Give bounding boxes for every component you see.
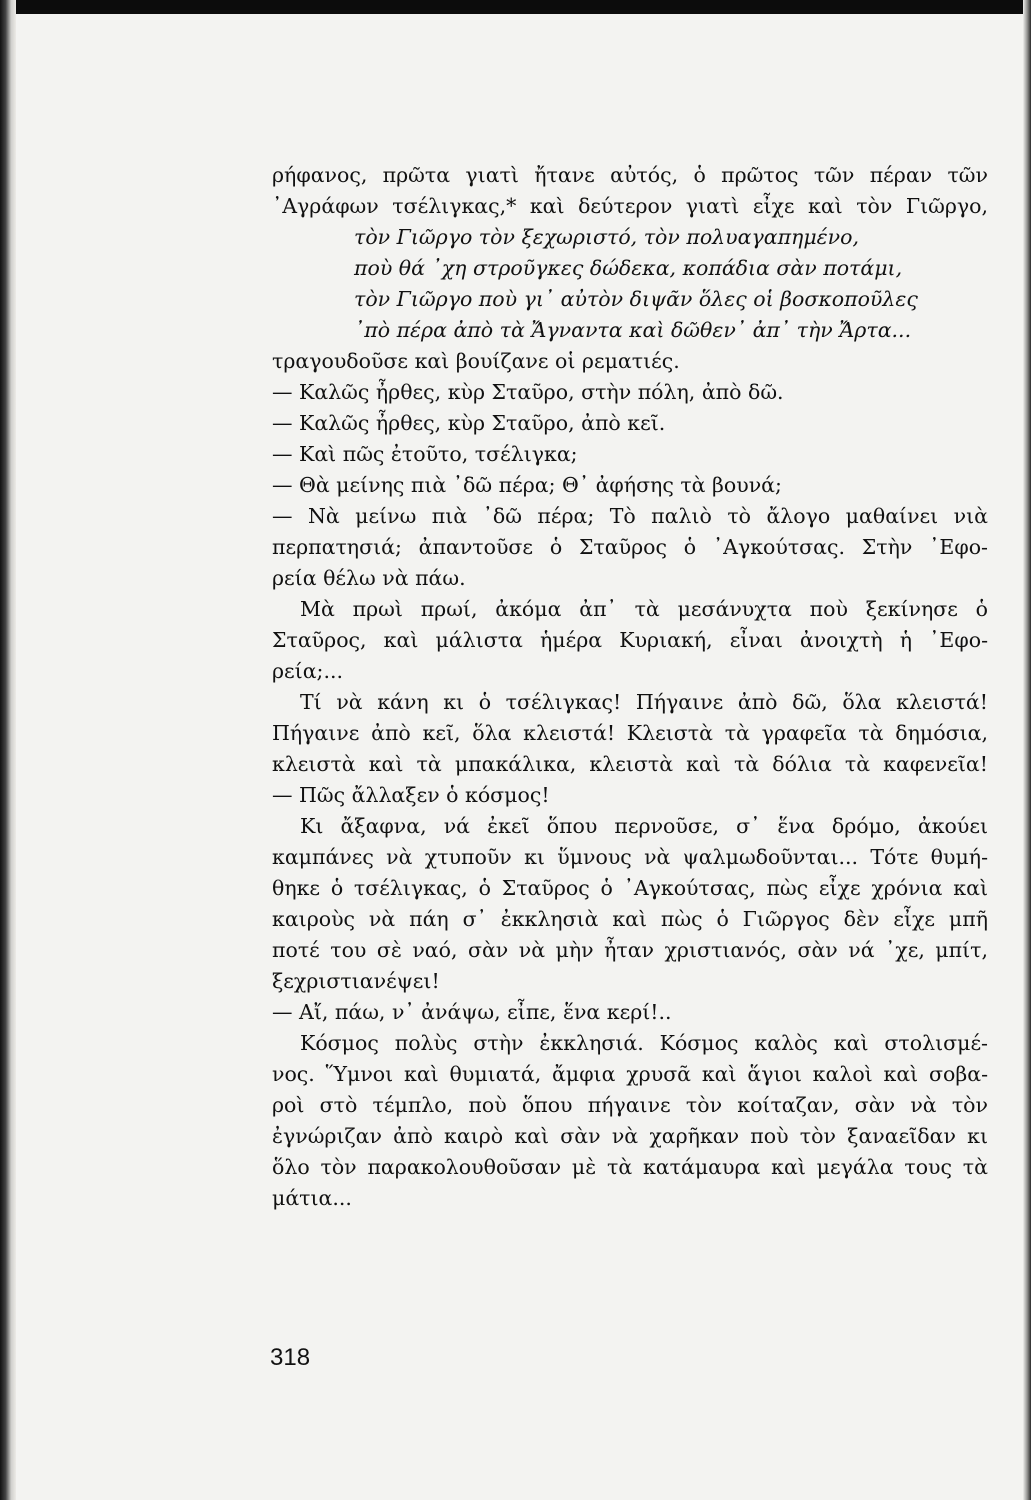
text-line: καιροὺς νὰ πάη σ᾿ ἐκκλησιὰ καὶ πὼς ὁ Γιῶργος δὲν εἶχε μπῆ: [272, 907, 988, 931]
dialogue-line: — Καλῶς ἦρθες, κὺρ Σταῦρο, στὴν πόλη, ἀπὸ δῶ.: [272, 380, 784, 404]
page-number: 318: [270, 1344, 311, 1371]
paragraph-first-line: Μὰ πρωὶ πρωί, ἀκόμα ἀπ᾿ τὰ μεσάνυχτα ποὺ ξεκίνησε ὁ: [300, 597, 988, 621]
text-line: ἐγνώριζαν ἀπὸ καιρὸ καὶ σὰν νὰ χαρῆκαν ποὺ τὸν ξαναεῖδαν κι: [272, 1124, 988, 1148]
text-line: ξεχριστιανέψει!: [272, 969, 440, 993]
text-line: θηκε ὁ τσέλιγκας, ὁ Σταῦρος ὁ ᾿Αγκούτσας, πὼς εἶχε χρόνια καὶ: [272, 876, 988, 900]
text-line: Σταῦρος, καὶ μάλιστα ἡμέρα Κυριακή, εἶναι ἀνοιχτὴ ἡ ᾿Εφο-: [272, 628, 988, 652]
text-line: περπατησιά; ἀπαντοῦσε ὁ Σταῦρος ὁ ᾿Αγκούτσας. Στὴν ᾿Εφο-: [272, 535, 988, 559]
dialogue-line: — Καλῶς ἦρθες, κὺρ Σταῦρο, ἀπὸ κεῖ.: [272, 411, 666, 435]
verse-line: ποὺ θά ᾿χη στροῦγκες δώδεκα, κοπάδια σὰν ποτάμι,: [354, 256, 903, 280]
verse-line: ᾿πὸ πέρα ἀπὸ τὰ Ἄγναντα καὶ δῶθεν᾿ ἀπ᾿ τὴν Ἄρτα...: [354, 318, 912, 342]
text-line: ᾿Αγράφων τσέλιγκας,* καὶ δεύτερον γιατὶ εἶχε καὶ τὸν Γιῶργο,: [272, 194, 988, 218]
verse-line: τὸν Γιῶργο ποὺ γι᾿ αὐτὸν διψᾶν ὅλες οἱ βοσκοποῦλες: [354, 287, 918, 311]
book-spine-shadow: [0, 0, 16, 1500]
page-top-edge: [0, 0, 1031, 14]
text-line: Πήγαινε ἀπὸ κεῖ, ὅλα κλειστά! Κλειστὰ τὰ γραφεῖα τὰ δημόσια,: [272, 721, 988, 745]
text-line: τραγουδοῦσε καὶ βουίζανε οἱ ρεματιές.: [272, 349, 680, 373]
text-line: κλειστὰ καὶ τὰ μπακάλικα, κλειστὰ καὶ τὰ δόλια τὰ καφενεῖα!: [272, 752, 988, 776]
dialogue-line: — Νὰ μείνω πιὰ ᾿δῶ πέρα; Τὸ παλιὸ τὸ ἄλογο μαθαίνει νιὰ: [272, 504, 988, 528]
dialogue-line: — Καὶ πῶς ἐτοῦτο, τσέλιγκα;: [272, 442, 578, 466]
text-line: νος. Ὕμνοι καὶ θυμιατά, ἄμφια χρυσᾶ καὶ ἅγιοι καλοὶ καὶ σοβα-: [272, 1062, 988, 1086]
text-line: ποτέ του σὲ ναό, σὰν νὰ μὴν ἦταν χριστιανός, σὰν νά ᾿χε, μπίτ,: [272, 938, 988, 962]
dialogue-line: — Πῶς ἄλλαξεν ὁ κόσμος!: [272, 783, 550, 807]
text-line: ρεία θέλω νὰ πάω.: [272, 566, 466, 590]
page-right-edge: [1023, 0, 1031, 1500]
page-text-block: [272, 160, 988, 1214]
text-line: ροὶ στὸ τέμπλο, ποὺ ὅπου πήγαινε τὸν κοίταζαν, σὰν νὰ τὸν: [272, 1093, 988, 1117]
paragraph-first-line: Κόσμος πολὺς στὴν ἐκκλησιά. Κόσμος καλὸς καὶ στολισμέ-: [300, 1031, 988, 1055]
verse-line: τὸν Γιῶργο τὸν ξεχωριστό, τὸν πολυαγαπημένο,: [354, 225, 859, 249]
dialogue-line: — Αἴ, πάω, ν᾿ ἀνάψω, εἶπε, ἕνα κερί!..: [272, 1000, 672, 1024]
paragraph-first-line: Κι ἄξαφνα, νά ἐκεῖ ὅπου περνοῦσε, σ᾿ ἕνα δρόμο, ἀκούει: [300, 814, 988, 838]
text-line: καμπάνες νὰ χτυποῦν κι ὕμνους νὰ ψαλμωδοῦνται... Τότε θυμή-: [272, 845, 988, 869]
paragraph-first-line: Τί νὰ κάνη κι ὁ τσέλιγκας! Πήγαινε ἀπὸ δῶ, ὅλα κλειστά!: [300, 690, 988, 714]
dialogue-line: — Θὰ μείνης πιὰ ᾿δῶ πέρα; Θ᾿ ἀφήσης τὰ βουνά;: [272, 473, 782, 497]
text-line: μάτια...: [272, 1186, 352, 1210]
text-line: ὅλο τὸν παρακολουθοῦσαν μὲ τὰ κατάμαυρα καὶ μεγάλα τους τὰ: [272, 1155, 988, 1179]
text-line: ρεία;...: [272, 659, 344, 683]
text-line: ρήφανος, πρῶτα γιατὶ ἤτανε αὐτός, ὁ πρῶτος τῶν πέραν τῶν: [272, 163, 988, 187]
